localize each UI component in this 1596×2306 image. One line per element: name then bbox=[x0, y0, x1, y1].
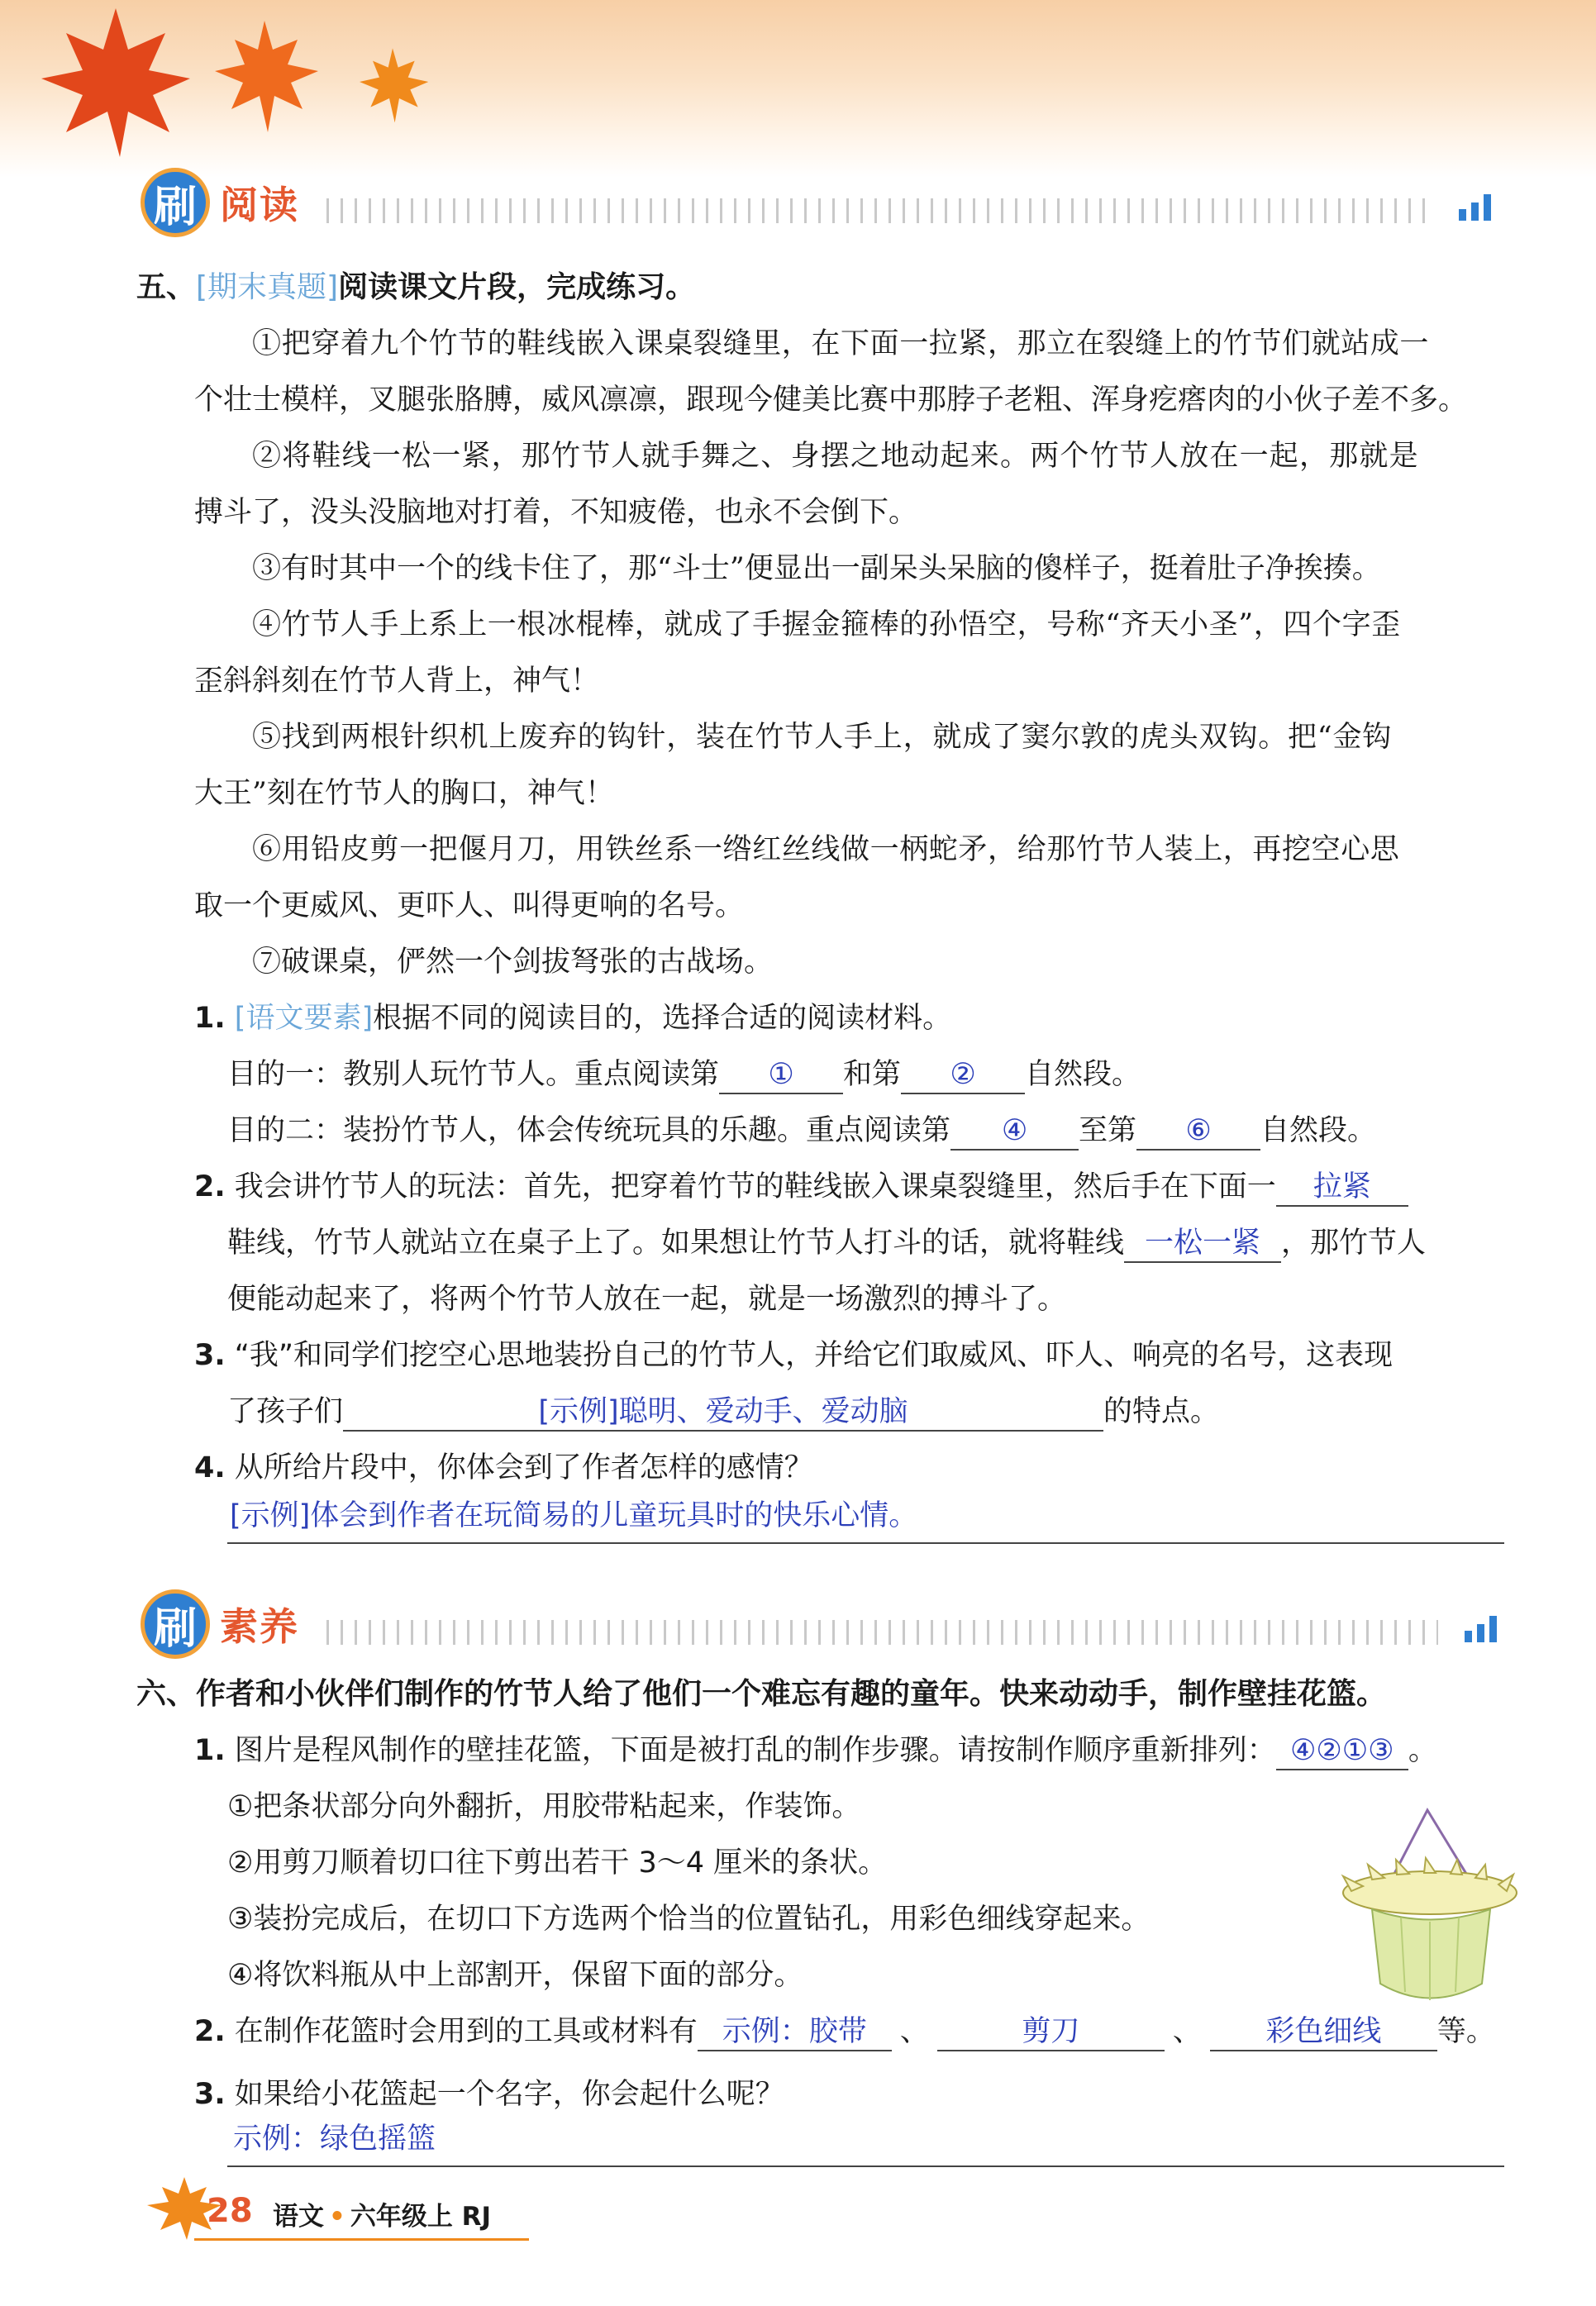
passage-line: 歪斜斜刻在竹节人背上，神气！ bbox=[194, 665, 600, 698]
sub-question-text: 如果给小花篮起一个名字，你会起什么呢？ bbox=[234, 2078, 784, 2111]
passage-line: 取一个更威风、更吓人、叫得更响的名号。 bbox=[194, 889, 745, 922]
sub-question-4 bbox=[194, 1450, 813, 1486]
answer-blank[interactable]: [示例]聪明、爱动手、爱动脑 bbox=[343, 1394, 1103, 1432]
maple-leaf-icon bbox=[198, 17, 331, 141]
answer-line bbox=[227, 2165, 1504, 2167]
source-tag: [期末真题] bbox=[196, 270, 339, 304]
flower-basket-illustration bbox=[1335, 1794, 1525, 2017]
passage-line: ④竹节人手上系上一根冰棍棒，就成了手握金箍棒的孙悟空，号称“齐天小圣”，四个字歪 bbox=[252, 608, 1401, 641]
signal-bars-icon bbox=[1459, 194, 1491, 221]
answer-blank[interactable]: ④ bbox=[950, 1113, 1079, 1151]
sub-question-text: ，那竹节人 bbox=[1281, 1227, 1427, 1260]
passage-line: ⑥用铅皮剪一把偃月刀，用铁丝系一绺红丝线做一柄蛇矛，给那竹节人装上，再挖空心思 bbox=[252, 833, 1400, 866]
sub-question-text: 。 bbox=[1408, 1734, 1437, 1767]
separator: 、 bbox=[899, 2015, 929, 2048]
sub-question-number: 1. bbox=[194, 1002, 226, 1035]
sub-question-text: “我”和同学们挖空心思地装扮自己的竹节人，并给它们取威风、吓人、响亮的名号，这表现 bbox=[234, 1339, 1394, 1372]
answer-blank[interactable]: 剪刀 bbox=[937, 2013, 1165, 2051]
sub-question-number: 2. bbox=[194, 1170, 226, 1203]
goal-2-text: 自然段。 bbox=[1260, 1114, 1377, 1147]
reading-section-header bbox=[141, 165, 299, 240]
footer-underline bbox=[194, 2238, 529, 2241]
sub-question-text: 等。 bbox=[1436, 2015, 1495, 2048]
passage-line: ③有时其中一个的线卡住了，那“斗士”便显出一副呆头呆脑的傻样子，挺着肚子净挨揍。 bbox=[252, 552, 1381, 585]
passage-line: ⑤找到两根针织机上废弃的钩针，装在竹节人手上，就成了窦尔敦的虎头双钩。把“金钩 bbox=[252, 721, 1393, 754]
answer-text[interactable]: 示例：绿色摇篮 bbox=[233, 2123, 436, 2156]
answer-text[interactable]: [示例]体会到作者在玩简易的儿童玩具时的快乐心情。 bbox=[230, 1499, 918, 1532]
answer-blank[interactable]: 拉紧 bbox=[1276, 1169, 1408, 1207]
sub-question-2 bbox=[194, 2013, 1495, 2051]
maple-leaf-icon bbox=[347, 45, 438, 128]
sub-question-text: 图片是程风制作的壁挂花篮，下面是被打乱的制作步骤。请按制作顺序重新排列： bbox=[234, 1734, 1276, 1767]
question-heading bbox=[136, 1676, 1386, 1713]
goal-1-text: 自然段。 bbox=[1025, 1058, 1141, 1091]
section-title: 阅读 bbox=[220, 183, 299, 227]
goal-2-text: 至第 bbox=[1079, 1114, 1137, 1147]
goal-1-line bbox=[227, 1056, 1141, 1094]
sub-question-text: 鞋线，竹节人就站立在桌子上了。如果想让竹节人打斗的话，就将鞋线 bbox=[227, 1227, 1125, 1260]
sub-question-2 bbox=[194, 1169, 1408, 1207]
sub-question-text: 的特点。 bbox=[1103, 1395, 1220, 1428]
step-item: ③装扮完成后，在切口下方选两个恰当的位置钻孔，用彩色细线穿起来。 bbox=[227, 1903, 1151, 1936]
sub-question-text: 了孩子们 bbox=[227, 1395, 344, 1428]
separator: 、 bbox=[1172, 2015, 1202, 2048]
question-heading bbox=[136, 269, 695, 306]
passage-line: 大王”刻在竹节人的胸口，神气！ bbox=[194, 777, 614, 810]
sub-question-3 bbox=[194, 2076, 784, 2113]
literacy-section-header bbox=[141, 1587, 299, 1661]
footer-label bbox=[273, 2199, 491, 2235]
goal-2-line bbox=[227, 1113, 1376, 1151]
answer-blank[interactable]: 彩色细线 bbox=[1210, 2013, 1437, 2051]
answer-blank[interactable]: ② bbox=[901, 1056, 1025, 1094]
passage-line: ①把穿着九个竹节的鞋线嵌入课桌裂缝里，在下面一拉紧，那立在裂缝上的竹节们就站成一 bbox=[252, 327, 1430, 360]
divider-ticks bbox=[326, 198, 1434, 223]
answer-blank[interactable]: 示例：胶带 bbox=[698, 2013, 892, 2051]
question-instruction: 作者和小伙伴们制作的竹节人给了他们一个难忘有趣的童年。快来动动手，制作壁挂花篮。 bbox=[196, 1677, 1387, 1711]
sub-question-text: 我会讲竹节人的玩法：首先，把穿着竹节的鞋线嵌入课桌裂缝里，然后手在下面一 bbox=[234, 1170, 1276, 1203]
sub-question-1 bbox=[194, 1000, 951, 1036]
passage-line: 个壮士模样，叉腿张胳膊，威风凛凛，跟现今健美比赛中那脖子老粗、浑身疙瘩肉的小伙子差不多。 bbox=[194, 384, 1468, 417]
passage-line: ②将鞋线一松一紧，那竹节人就手舞之、身摆之地动起来。两个竹节人放在一起，那就是 bbox=[252, 440, 1419, 473]
footer-dot: • bbox=[329, 2202, 345, 2232]
answer-blank[interactable]: ① bbox=[719, 1056, 843, 1094]
sub-question-number: 3. bbox=[194, 2078, 226, 2111]
step-item: ①把条状部分向外翻折，用胶带粘起来，作装饰。 bbox=[227, 1790, 861, 1823]
step-item: ④将饮料瓶从中上部割开，保留下面的部分。 bbox=[227, 1959, 803, 1992]
footer-subject: 语文 bbox=[273, 2202, 324, 2232]
sub-question-number: 2. bbox=[194, 2015, 226, 2048]
passage-line: ⑦破课桌，俨然一个剑拔弩张的古战场。 bbox=[252, 946, 774, 979]
section-title: 素养 bbox=[220, 1604, 299, 1649]
sub-question-text: 从所给片段中，你体会到了作者怎样的感情？ bbox=[234, 1451, 813, 1484]
sub-question-number: 1. bbox=[194, 1734, 226, 1767]
section-badge: 刷 bbox=[141, 168, 210, 237]
sub-question-1 bbox=[194, 1732, 1437, 1770]
sub-question-number: 3. bbox=[194, 1339, 226, 1372]
sub-question-text: 在制作花篮时会用到的工具或材料有 bbox=[234, 2015, 698, 2048]
source-tag: [语文要素] bbox=[234, 1002, 374, 1035]
sub-question-2-line2 bbox=[227, 1225, 1426, 1263]
footer-grade: 六年级上 RJ bbox=[350, 2202, 492, 2232]
section-badge: 刷 bbox=[141, 1589, 210, 1659]
answer-line bbox=[227, 1542, 1504, 1544]
question-instruction: 阅读课文片段，完成练习。 bbox=[338, 270, 696, 304]
question-number: 六、 bbox=[136, 1677, 197, 1711]
page-number: 28 bbox=[207, 2192, 253, 2230]
sub-question-3-line2 bbox=[227, 1394, 1219, 1432]
sub-question-3 bbox=[194, 1337, 1393, 1374]
passage-line: 搏斗了，没头没脑地对打着，不知疲倦，也永不会倒下。 bbox=[194, 496, 918, 529]
goal-2-text: 目的二：装扮竹节人，体会传统玩具的乐趣。重点阅读第 bbox=[227, 1114, 951, 1147]
sub-question-text: 根据不同的阅读目的，选择合适的阅读材料。 bbox=[373, 1002, 952, 1035]
signal-bars-icon bbox=[1465, 1616, 1497, 1642]
sub-question-2-line3: 便能动起来了，将两个竹节人放在一起，就是一场激烈的搏斗了。 bbox=[227, 1283, 1067, 1316]
answer-blank[interactable]: ④②①③ bbox=[1276, 1732, 1408, 1770]
goal-1-text: 和第 bbox=[843, 1058, 902, 1091]
answer-blank[interactable]: ⑥ bbox=[1136, 1113, 1260, 1151]
sub-question-number: 4. bbox=[194, 1451, 226, 1484]
goal-1-text: 目的一：教别人玩竹节人。重点阅读第 bbox=[227, 1058, 720, 1091]
question-number: 五、 bbox=[136, 270, 197, 304]
answer-blank[interactable]: 一松一紧 bbox=[1124, 1225, 1281, 1263]
step-item: ②用剪刀顺着切口往下剪出若干 3～4 厘米的条状。 bbox=[227, 1846, 888, 1880]
divider-ticks bbox=[326, 1620, 1438, 1645]
